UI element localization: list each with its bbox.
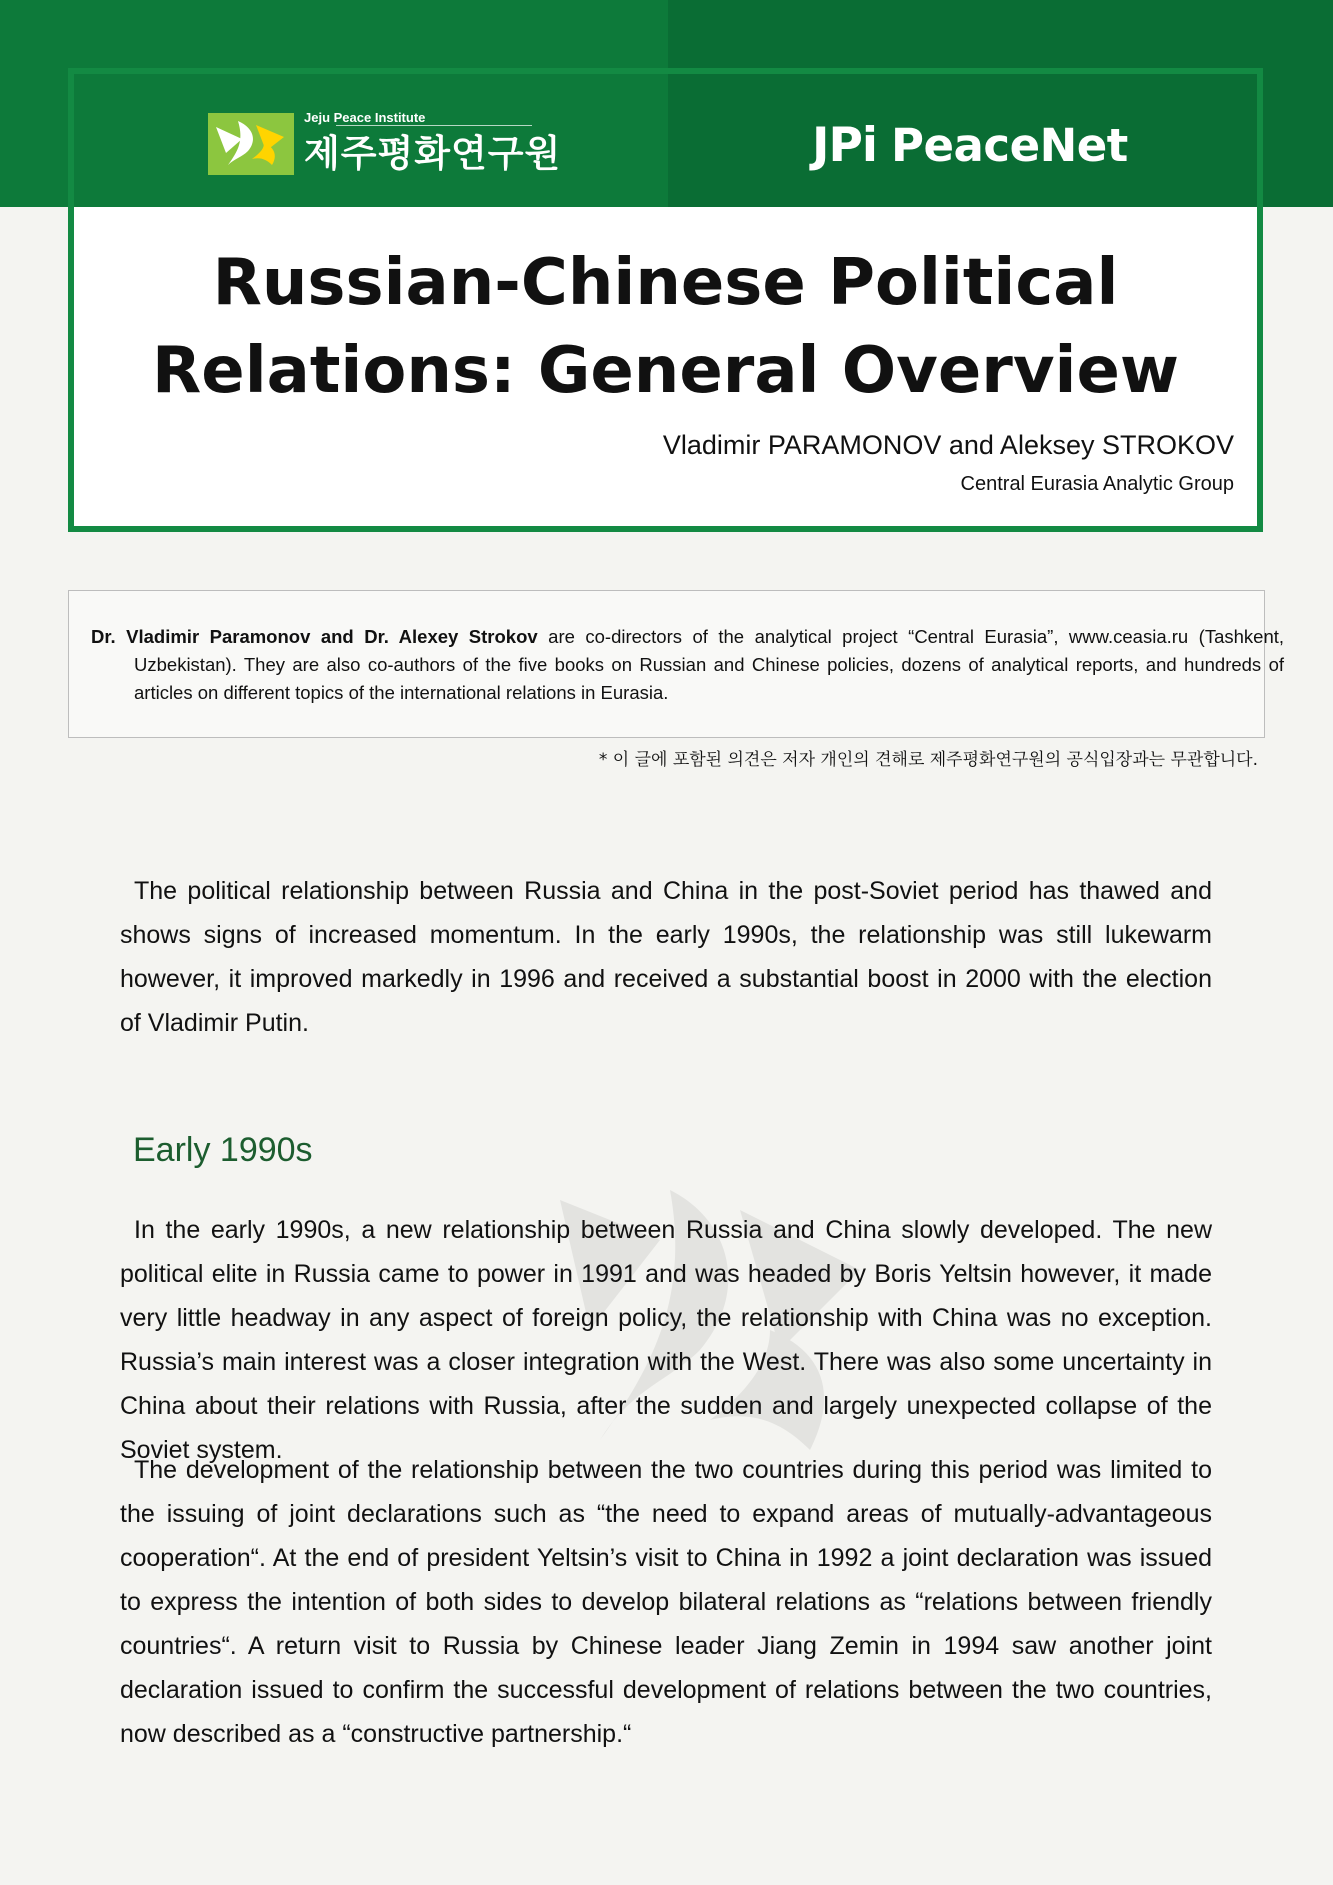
disclaimer: * 이 글에 포함된 의견은 저자 개인의 견해로 제주평화연구원의 공식입장과는 무관합니다. bbox=[598, 750, 1258, 770]
bio-description: are co-directors of the analytical project “Central Eurasia”, www.ceasia.ru (Tashkent, Uzbekistan). They are also co-authors of the five books on Russian and Chinese policies, dozens of analytical reports, and hundreds of articles on different topics of the international relations in Eurasia. bbox=[134, 626, 1285, 703]
peacenet-logo bbox=[812, 118, 1128, 173]
bio-author-names: Dr. Vladimir Paramonov and Dr. Alexey Strokov bbox=[91, 626, 538, 647]
peacenet-wordmark: PeaceNet bbox=[891, 119, 1128, 172]
jeju-peace-institute-logo bbox=[208, 110, 561, 177]
jeju-peace-institute-logo-icon bbox=[208, 113, 294, 175]
paragraph-2: The development of the relationship between the two countries during this period was limited to the issuing of joint declarations such as “the need to expand areas of mutually-advantageous cooperation“. At the end of president Yeltsin’s visit to China in 1992 a joint declaration was issued to express the intention of both sides to develop bilateral relations as “relations between friendly countries“. A return visit to Russia by Chinese leader Jiang Zemin in 1994 saw another joint declaration issued to confirm the successful development of relations between the two countries, now described as a “constructive partnership.“ bbox=[120, 1456, 1212, 1748]
jpi-logo-mark: JPi bbox=[812, 118, 878, 173]
logo-korean-name: 제주평화연구원 bbox=[304, 132, 562, 175]
paragraph-1: In the early 1990s, a new relationship between Russia and China slowly developed. The new political elite in Russia came to power in 1991 and was headed by Boris Yeltsin however, it made very little headway in any aspect of foreign policy, the relationship with China was no exception. Russia’s main interest was a closer integration with the West. There was also some uncertainty in China about their relations with Russia, after the sudden and largely unexpected collapse of the Soviet system. bbox=[120, 1216, 1212, 1464]
bio-text bbox=[91, 623, 1284, 707]
title-line-2: Relations: General Overview bbox=[152, 334, 1179, 408]
title-line-1: Russian-Chinese Political bbox=[212, 246, 1119, 320]
authors: Vladimir PARAMONOV and Aleksey STROKOV bbox=[662, 430, 1234, 460]
section-heading-early-1990s: Early 1990s bbox=[133, 1131, 313, 1169]
logo-english-name: Jeju Peace Institute bbox=[304, 110, 426, 125]
affiliation: Central Eurasia Analytic Group bbox=[960, 473, 1234, 495]
intro-paragraph: The political relationship between Russia and China in the post-Soviet period has thawed and shows signs of increased momentum. In the early 1990s, the relationship was still lukewarm however, it improved markedly in 1996 and received a substantial boost in 2000 with the election of Vladimir Putin. bbox=[120, 877, 1212, 1037]
logo-divider bbox=[336, 125, 532, 126]
